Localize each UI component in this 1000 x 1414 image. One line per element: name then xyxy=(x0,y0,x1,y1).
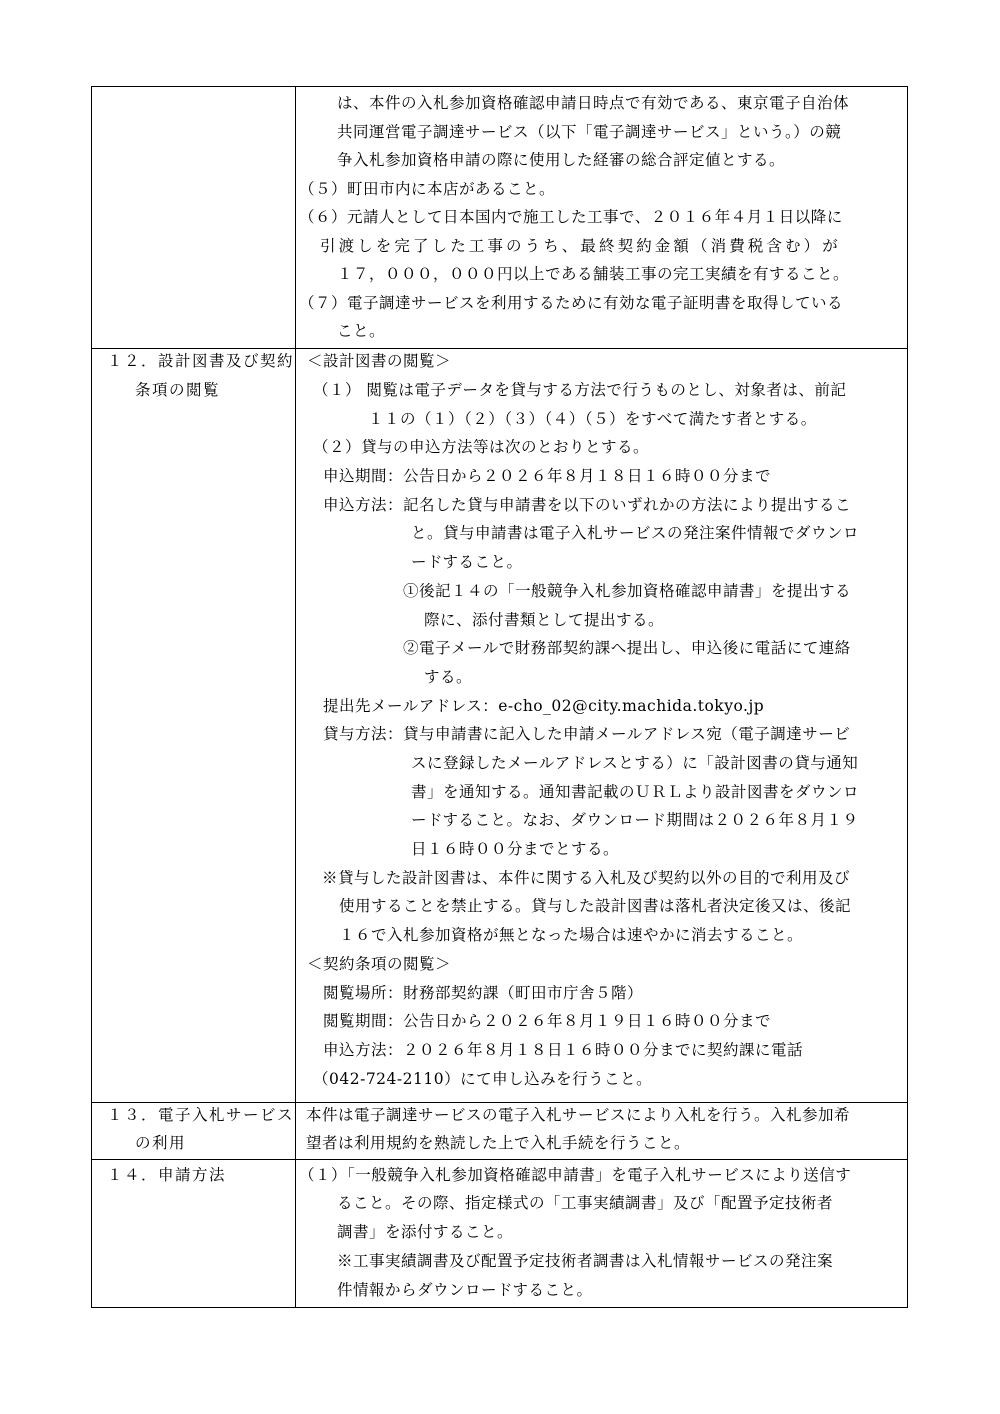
row14-label: １４．申請方法 xyxy=(107,1166,227,1184)
row12-line: ードすること。 xyxy=(411,553,523,571)
row12-line: 日１６時００分までとする。 xyxy=(411,840,620,858)
row12-line: １６で入札参加資格が無となった場合は速やかに消去すること。 xyxy=(339,926,804,944)
row12-line: ＜設計図書の閲覧＞ xyxy=(307,352,452,370)
row12-line: （２）貸与の申込方法等は次のとおりとする。 xyxy=(313,438,650,456)
row12-line: 閲覧期間：公告日から２０２６年８月１９日１６時００分まで xyxy=(323,1012,772,1030)
row12-line: 使用することを禁止する。貸与した設計図書は落札者決定後又は、後記 xyxy=(339,897,852,915)
row14-line: （１）「一般競争入札参加資格確認申請書」を電子入札サービスにより送信す xyxy=(299,1166,852,1184)
row14-line: 調書」を添付すること。 xyxy=(337,1223,514,1241)
row12-line: スに登録したメールアドレスとする）に「設計図書の貸与通知 xyxy=(411,754,859,772)
row12-line: 提出先メールアドレス：e-cho_02@city.machida.tokyo.jp xyxy=(323,697,765,715)
row11-line: （６）元請人として日本国内で施工した工事で、２０１６年４月１日以降に xyxy=(299,208,843,226)
row12-label: 条項の閲覧 xyxy=(135,381,221,399)
row12-line: （１） 閲覧は電子データを貸与する方法で行うものとし、対象者は、前記 xyxy=(313,381,847,399)
row12-line: ①後記１４の「一般競争入札参加資格確認申請書」を提出する xyxy=(403,582,852,600)
row14-line: ること。その際、指定様式の「工事実績調書」及び「配置予定技術者 xyxy=(337,1194,834,1212)
row12-line: 貸与方法：貸与申請書に記入した申請メールアドレス宛（電子調達サービ xyxy=(323,725,851,743)
row12-line: 閲覧場所：財務部契約課（町田市庁舎５階） xyxy=(323,984,644,1002)
row12-line: １１の（１）（２）（３）（４）（５）をすべて満たす者とする。 xyxy=(368,410,817,428)
row13-label: の利用 xyxy=(135,1134,187,1152)
row13-label: １３．電子入札サービス xyxy=(107,1106,295,1124)
row13-line: 望者は利用規約を熟読した上で入札手続を行うこと。 xyxy=(306,1134,691,1152)
row-divider xyxy=(91,348,908,349)
row14-line: ※工事実績調書及び配置予定技術者調書は入札情報サービスの発注案 xyxy=(337,1252,834,1270)
row12-line: 書」を通知する。通知書記載のＵＲＬより設計図書をダウンロ xyxy=(411,783,860,801)
column-divider xyxy=(295,86,296,1308)
row12-line: 申込期間：公告日から２０２６年８月１８日１６時００分まで xyxy=(323,467,772,485)
row-divider xyxy=(91,1102,908,1103)
row12-line: 申込方法：記名した貸与申請書を以下のいずれかの方法により提出するこ xyxy=(323,496,852,514)
row14-line: 件情報からダウンロードすること。 xyxy=(337,1281,593,1299)
row11-line: 共同運営電子調達サービス（以下「電子調達サービス」という。）の競 xyxy=(337,123,842,141)
row11-line: １７，０００，０００円以上である舗装工事の完工実績を有すること。 xyxy=(337,265,850,283)
row12-line: する。 xyxy=(424,668,473,686)
row13-line: 本件は電子調達サービスの電子入札サービスにより入札を行う。入札参加希 xyxy=(306,1106,851,1124)
conditions-table xyxy=(91,86,908,1308)
row11-line: 引渡しを完了した工事のうち、最終契約金額（消費税含む）が xyxy=(320,237,841,255)
row11-line: （７）電子調達サービスを利用するために有効な電子証明書を取得している xyxy=(299,294,844,312)
row12-line: （042-724-2110）にて申し込みを行うこと。 xyxy=(313,1070,653,1088)
row12-line: 際に、添付書類として提出する。 xyxy=(424,611,665,629)
row-divider xyxy=(91,1159,908,1160)
row11-line: こと。 xyxy=(337,322,386,340)
row12-label: １２．設計図書及び契約 xyxy=(107,352,295,370)
row12-line: と。貸与申請書は電子入札サービスの発注案件情報でダウンロ xyxy=(411,524,860,542)
row12-line: ②電子メールで財務部契約課へ提出し、申込後に電話にて連絡 xyxy=(403,639,851,657)
row11-line: （５）町田市内に本店があること。 xyxy=(299,180,556,198)
row12-line: ※貸与した設計図書は、本件に関する入札及び契約以外の目的で利用及び xyxy=(322,869,851,887)
row11-line: は、本件の入札参加資格確認申請日時点で有効である、東京電子自治体 xyxy=(337,94,850,112)
row12-line: ードすること。なお、ダウンロード期間は２０２６年８月１９ xyxy=(411,811,859,829)
row12-line: 申込方法：２０２６年８月１８日１６時００分までに契約課に電話 xyxy=(323,1041,804,1059)
row11-line: 争入札参加資格申請の際に使用した経審の総合評定値とする。 xyxy=(337,151,786,169)
row12-line: ＜契約条項の閲覧＞ xyxy=(307,955,452,973)
